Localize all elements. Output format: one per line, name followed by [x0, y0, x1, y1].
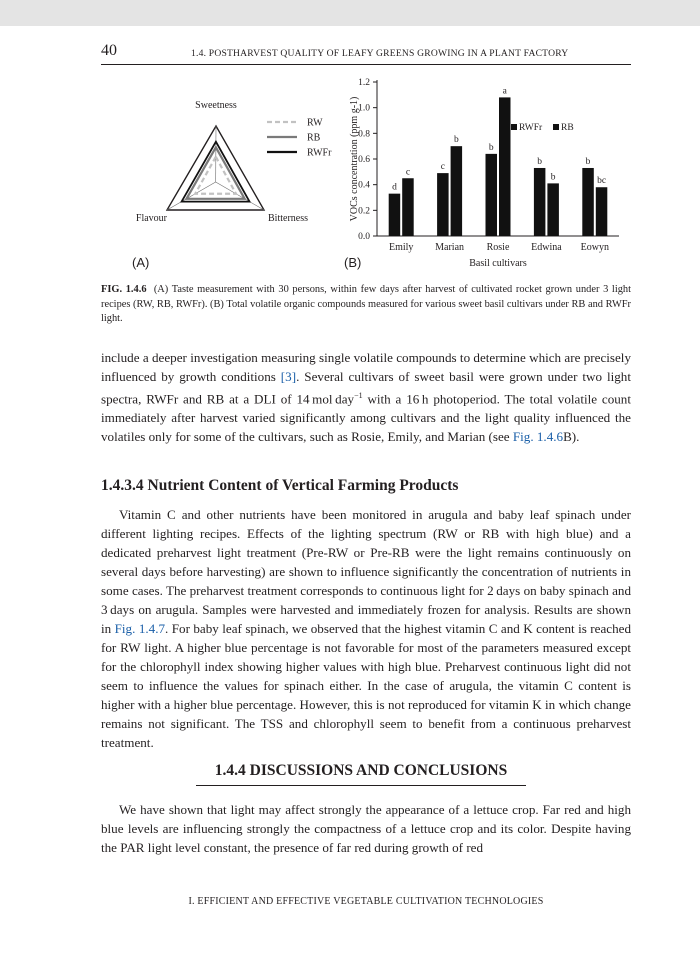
subsection-heading: 1.4.3.4 Nutrient Content of Vertical Farming Products [101, 477, 459, 494]
bar-rwfr-rosie [486, 154, 498, 236]
panel-b-letter: (B) [344, 255, 362, 270]
text-run: Vitamin C and other nutrients have been monitored in arugula and baby leaf spinach under different lighting recipes. Effects of the lighting spectrum (RW or RB with high blue) and a dedicated preharvest light treatment (Pre-RW or Pre-RB were the light remains continuously on several days before harvesting) are shown to influence significantly the concentration of nutrients in some cases. The preharvest treatment corresponds to continuous light for 2 days on baby spinach and 3 days on arugula. Samples were harvested and immediately frozen for analysis. Results are shown in [101, 507, 631, 636]
significance-letter: b [550, 172, 556, 183]
significance-letter: b [585, 156, 591, 167]
bar-rb-rosie [499, 97, 511, 236]
significance-letter: b [488, 142, 494, 153]
panel-a-letter: (A) [132, 255, 150, 270]
legend-label-rwfr: RWFr [519, 123, 543, 133]
significance-letter: c [440, 162, 445, 173]
significance-letter: c [405, 167, 411, 178]
x-tick-label: Eowyn [580, 242, 609, 253]
citation-link[interactable]: [3] [280, 369, 297, 384]
text-run: include a deeper investigation measuring single volatile compounds to determine which are precisely influenced by growth conditions [101, 350, 631, 384]
legend-label-rw: RW [307, 117, 323, 129]
significance-letter: b [537, 156, 543, 167]
radar-chart [101, 72, 341, 252]
y-tick-label: 0.0 [358, 232, 370, 242]
y-tick-label: 0.8 [358, 129, 370, 140]
figure-caption [101, 283, 631, 327]
x-tick-label: Marian [435, 242, 465, 253]
section-heading: 1.4.4 DISCUSSIONS AND CONCLUSIONS [196, 762, 526, 786]
significance-letter: bc [597, 176, 607, 187]
significance-letter: a [502, 86, 507, 97]
y-tick-label: 1.0 [358, 103, 370, 114]
figure-link[interactable]: Fig. 1.4.7 [114, 621, 166, 636]
bar-rb-marian [451, 146, 463, 236]
top-margin-band [0, 0, 700, 26]
bar-rwfr-eowyn [582, 168, 594, 236]
text-run: with a 16 h photoperiod. The total volatile count immediately after harvest varied significantly among cultivars and the light quality influenced the volatiles only for some of the cultivars, such as Rosie, Emily, and Marian (see [101, 391, 631, 445]
text-run: . Several cultivars of sweet basil were grown under two light spectra, RWFr and RB at a DLI of 14 mol day [101, 369, 631, 407]
x-tick-label: Rosie [486, 242, 510, 253]
radar-axis-label: Flavour [135, 213, 167, 224]
y-tick-label: 0.4 [358, 180, 370, 191]
radar-axis-label: Bitterness [268, 213, 308, 224]
page-header [101, 42, 631, 65]
legend-swatch-rb [553, 124, 559, 130]
y-tick-label: 1.2 [358, 78, 370, 88]
y-axis-title: VOCs concentration (ppm g-1) [349, 96, 360, 222]
significance-letter: b [453, 135, 459, 146]
legend-label-rb: RB [561, 123, 574, 133]
bar-rwfr-edwina [534, 168, 546, 236]
bar-rb-emily [402, 178, 414, 236]
page-number: 40 [101, 42, 117, 59]
text-run: . For baby leaf spinach, we observed that the highest vitamin C and K content is reached for RW light. A higher blue percentage is not favorable for most of the parameters measured except for the chlorophyll index showing higher values with high blue. Preharvest continuous light did not seem to influence the values for spinach either. In the case of arugula, the vitamin C content is higher with a higher blue percentage. However, this is not reproduced for vitamin K in which change remains not significant. The TSS and chlorophyll seem to benefit from a continuous preharvest treatment. [101, 621, 631, 750]
caption-text: (A) Taste measurement with 30 persons, within few days after harvest of cultivated rocket grown under 3 light recipes (RW, RB, RWFr). (B) Total volatile organic compounds measured for various sweet basil cultivars under RB and RWFr light. [101, 284, 631, 324]
bar-rwfr-emily [389, 194, 401, 236]
legend-swatch-rwfr [511, 124, 517, 130]
radar-axis-label: Sweetness [195, 100, 237, 111]
figure-link[interactable]: Fig. 1.4.6 [512, 429, 564, 445]
significance-letter: d [392, 182, 397, 193]
figure-1-4-6 [101, 72, 631, 277]
y-tick-label: 0.6 [358, 155, 370, 165]
legend-label-rwfr: RWFr [307, 147, 332, 159]
bar-rb-eowyn [596, 187, 608, 236]
bar-chart [349, 72, 629, 277]
bar-rwfr-marian [437, 173, 449, 236]
bar-rb-edwina [547, 183, 559, 236]
paragraph-discussion: We have shown that light may affect strongly the appearance of a lettuce crop. Far red and high blue levels are influencing strongly the compactness of a lettuce crop and its color. Despite having the PAR light level constant, the presence of far red during growth of red [101, 802, 631, 855]
text-run: B). [563, 429, 580, 445]
y-tick-label: 0.2 [358, 206, 370, 217]
x-axis-title: Basil cultivars [469, 258, 527, 269]
superscript: −1 [354, 391, 363, 400]
legend-label-rb: RB [307, 132, 321, 144]
x-tick-label: Edwina [531, 242, 562, 253]
x-tick-label: Emily [388, 242, 414, 253]
running-head: 1.4. POSTHARVEST QUALITY OF LEAFY GREENS GROWING IN A PLANT FACTORY [191, 48, 569, 59]
paragraph-volatiles [101, 348, 631, 446]
caption-label: FIG. 1.4.6 [101, 284, 147, 295]
page-footer: I. EFFICIENT AND EFFECTIVE VEGETABLE CULTIVATION TECHNOLOGIES [188, 896, 544, 907]
paragraph-nutrients [101, 505, 631, 752]
